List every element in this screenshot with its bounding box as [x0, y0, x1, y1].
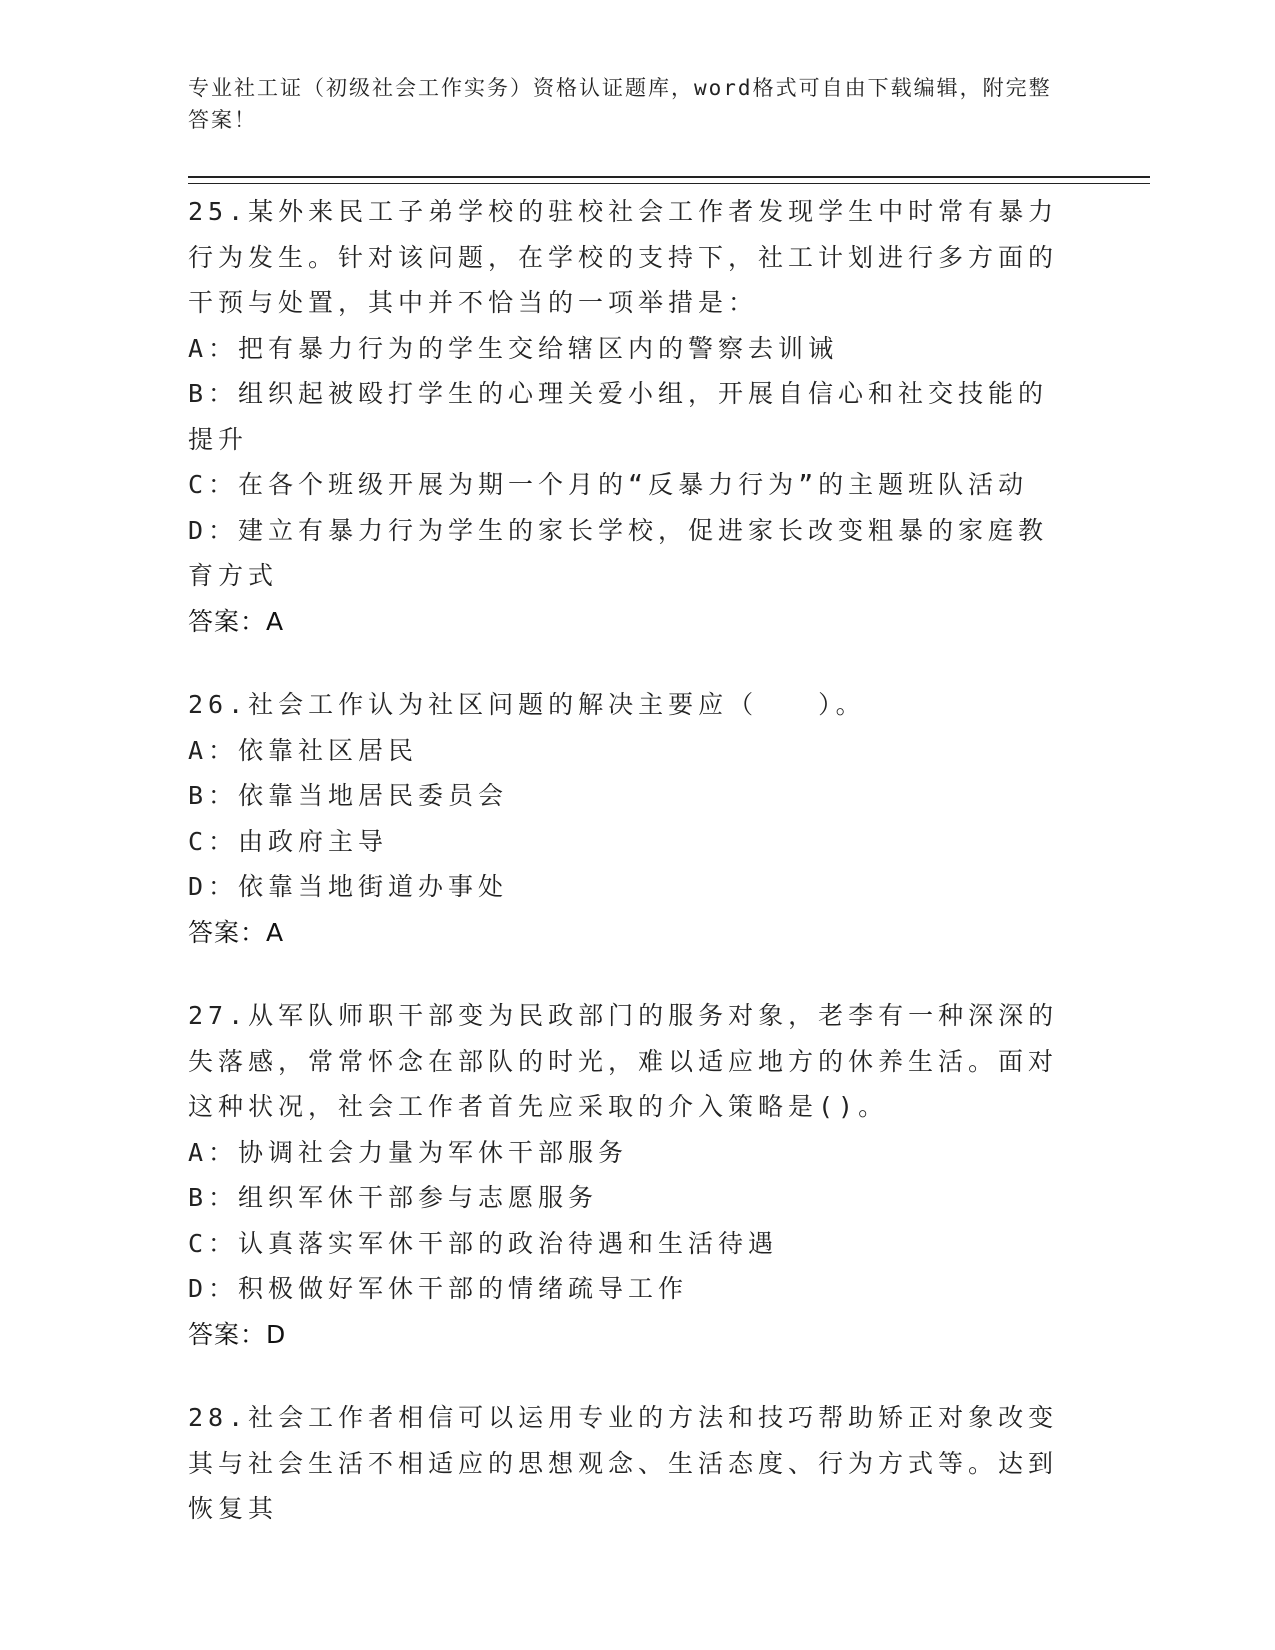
- answer-line: 答案：A: [188, 606, 285, 636]
- question-stem: 26.社会工作认为社区问题的解决主要应（ ）。: [188, 690, 866, 719]
- question-stem: 27.从军队师职干部变为民政部门的服务对象，老李有一种深深的失落感，常常怀念在部队的时光，难以适应地方的休养生活。面对这种状况，社会工作者首先应采取的介入策略是()。: [188, 1001, 1059, 1121]
- option-b: B：依靠当地居民委员会: [188, 781, 509, 810]
- question-28: [188, 1395, 1068, 1532]
- document-header: 专业社工证（初级社会工作实务）资格认证题库，word格式可自由下载编辑，附完整答案！: [188, 76, 1052, 132]
- option-b: B：组织军休干部参与志愿服务: [188, 1183, 599, 1212]
- question-27: [188, 993, 1068, 1357]
- question-stem: 28.社会工作者相信可以运用专业的方法和技巧帮助矫正对象改变其与社会生活不相适应的思想观念、生活态度、行为方式等。达到恢复其: [188, 1403, 1059, 1523]
- option-a: A：依靠社区居民: [188, 735, 419, 765]
- header-divider-thick: [188, 176, 1150, 178]
- answer-line: 答案：D: [188, 1319, 287, 1349]
- option-a: A：协调社会力量为军休干部服务: [188, 1137, 629, 1167]
- option-d: D：建立有暴力行为学生的家长学校，促进家长改变粗暴的家庭教育方式: [188, 515, 1049, 590]
- question-stem: 25.某外来民工子弟学校的驻校社会工作者发现学生中时常有暴力行为发生。针对该问题，在学校的支持下，社工计划进行多方面的干预与处置，其中并不恰当的一项举措是：: [188, 197, 1059, 317]
- option-c: C：认真落实军休干部的政治待遇和生活待遇: [188, 1228, 779, 1258]
- option-a: A：把有暴力行为的学生交给辖区内的警察去训诫: [188, 333, 839, 363]
- option-d: D：积极做好军休干部的情绪疏导工作: [188, 1274, 689, 1303]
- question-26: [188, 682, 1068, 955]
- question-25: [188, 189, 1068, 644]
- option-d: D：依靠当地街道办事处: [188, 872, 509, 901]
- header-divider-thin: [188, 183, 1150, 184]
- option-c: C：由政府主导: [188, 826, 389, 856]
- answer-line: 答案：A: [188, 917, 285, 947]
- option-c: C：在各个班级开展为期一个月的“反暴力行为”的主题班队活动: [188, 470, 1029, 499]
- question-list: [188, 189, 1068, 1570]
- option-b: B：组织起被殴打学生的心理关爱小组，开展自信心和社交技能的提升: [188, 379, 1049, 454]
